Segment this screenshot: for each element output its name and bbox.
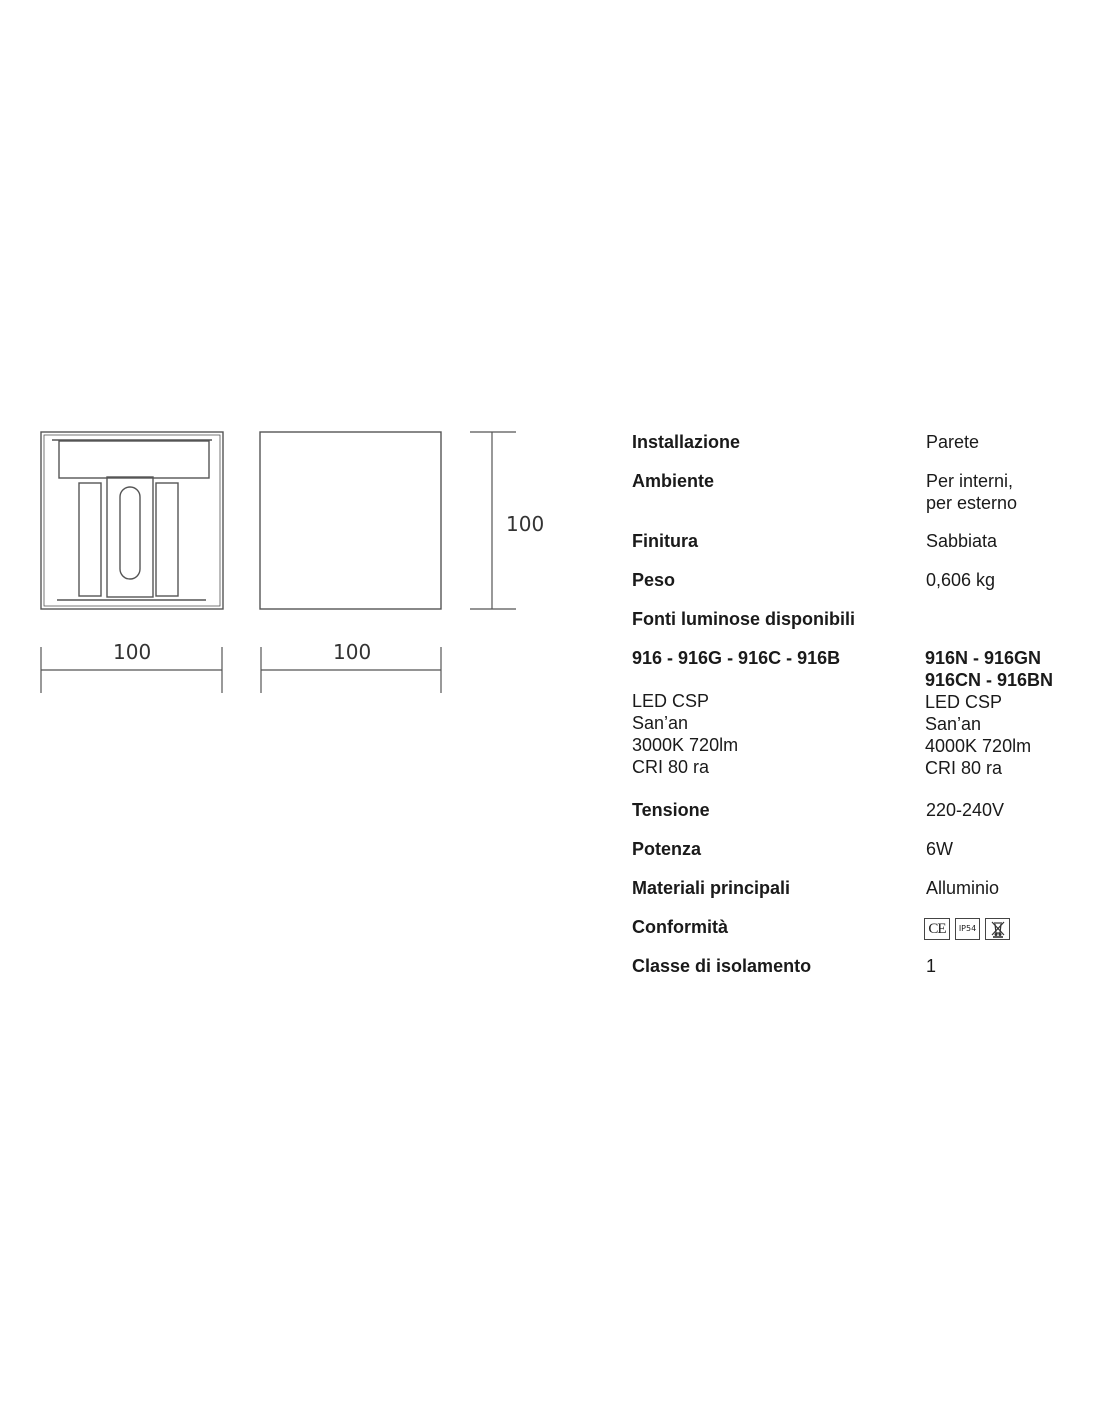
ce-mark-icon: CE — [924, 918, 950, 940]
spec-label: Fonti luminose disponibili — [632, 609, 855, 629]
light-source-a — [632, 647, 840, 778]
source-line: CRI 80 ra — [632, 757, 710, 777]
spec-value: Parete — [926, 432, 980, 452]
spec-label: Conformità — [632, 917, 728, 937]
spec-value — [926, 470, 1017, 514]
ip54-icon: IP54 — [955, 918, 980, 940]
front-view — [41, 432, 223, 609]
source-line: LED CSP — [925, 692, 1003, 712]
weee-bin-icon — [985, 918, 1010, 940]
source-line: San’an — [632, 713, 689, 733]
technical-drawing — [0, 0, 560, 720]
source-line: CRI 80 ra — [925, 758, 1003, 778]
source-codes: 916 - 916G - 916C - 916B — [632, 648, 841, 668]
spec-label: Materiali principali — [632, 878, 791, 898]
side-view — [260, 432, 441, 609]
spec-value: 0,606 kg — [926, 570, 996, 590]
source-codes: 916N - 916GN — [925, 648, 1042, 668]
spec-label: Potenza — [632, 839, 702, 859]
source-line: 4000K 720lm — [925, 736, 1032, 756]
spec-value: Alluminio — [926, 878, 1000, 898]
spec-value: 220-240V — [926, 800, 1005, 820]
spec-value-line: per esterno — [926, 493, 1018, 513]
conformity-badges — [924, 918, 1010, 940]
spec-label: Installazione — [632, 432, 741, 452]
source-line: LED CSP — [632, 691, 710, 711]
spec-label: Tensione — [632, 800, 710, 820]
light-source-b — [925, 647, 1053, 779]
source-line: San’an — [925, 714, 982, 734]
spec-value: 6W — [926, 839, 953, 859]
spec-label: Ambiente — [632, 471, 715, 491]
side-width-label: 100 — [333, 640, 372, 664]
spec-label: Peso — [632, 570, 676, 590]
spec-label: Classe di isolamento — [632, 956, 812, 976]
front-width-label: 100 — [113, 640, 152, 664]
spec-label: Finitura — [632, 531, 698, 551]
spec-value: Sabbiata — [926, 531, 998, 551]
height-label: 100 — [506, 512, 545, 536]
source-codes: 916CN - 916BN — [925, 670, 1054, 690]
spec-value-line: Per interni, — [926, 471, 1014, 491]
source-line: 3000K 720lm — [632, 735, 739, 755]
spec-value: 1 — [926, 956, 937, 976]
